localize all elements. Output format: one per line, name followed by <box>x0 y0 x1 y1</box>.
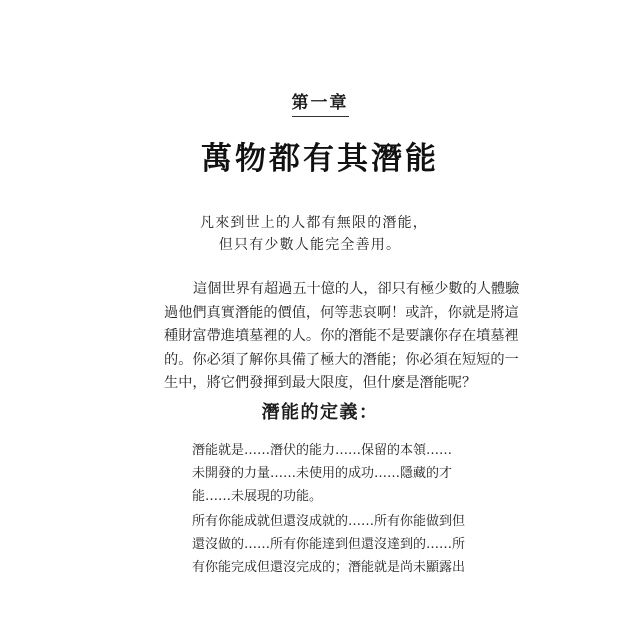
definition-line: 有你能完成但還沒完成的；潛能就是尚未顯露出 <box>192 559 466 575</box>
definition-line: 所有你能成就但還沒成就的……所有你能做到但 <box>192 514 466 529</box>
chapter-label <box>0 88 640 117</box>
epigraph-line: 但只有少數人能完全善用。 <box>218 237 402 253</box>
definition-line: 還沒做的……所有你能達到但還沒達到的……所 <box>192 536 466 552</box>
definition-line: 能……未展現的功能。 <box>192 488 323 504</box>
definition-block <box>192 440 472 508</box>
body-paragraph <box>164 278 520 396</box>
definition-block <box>192 511 472 579</box>
body-line: 這個世界有超過五十億的人，卻只有極少數的人體驗 <box>193 281 520 297</box>
definition-line: 未開發的力量……未使用的成功……隱藏的才 <box>192 465 453 481</box>
body-line: 種財富帶進墳墓裡的人。你的潛能不是要讓你存在墳墓裡 <box>164 328 519 345</box>
epigraph-line: 凡來到世上的人都有無限的潛能， <box>200 215 428 231</box>
section-heading: 潛能的定義： <box>261 402 379 423</box>
body-line: 的。你必須了解你具備了極大的潛能；你必須在短短的一 <box>164 351 519 368</box>
definition-line: 潛能就是……潛伏的能力……保留的本領…… <box>192 443 453 458</box>
chapter-title: 萬物都有其潛能 <box>201 141 439 177</box>
chapter-label-text: 第一章 <box>292 88 349 117</box>
body-line: 過他們真實潛能的價值，何等悲哀啊！或許，你就是將這 <box>164 304 519 321</box>
body-line: 生中，將它們發揮到最大限度，但什麼是潛能呢？ <box>164 375 477 392</box>
